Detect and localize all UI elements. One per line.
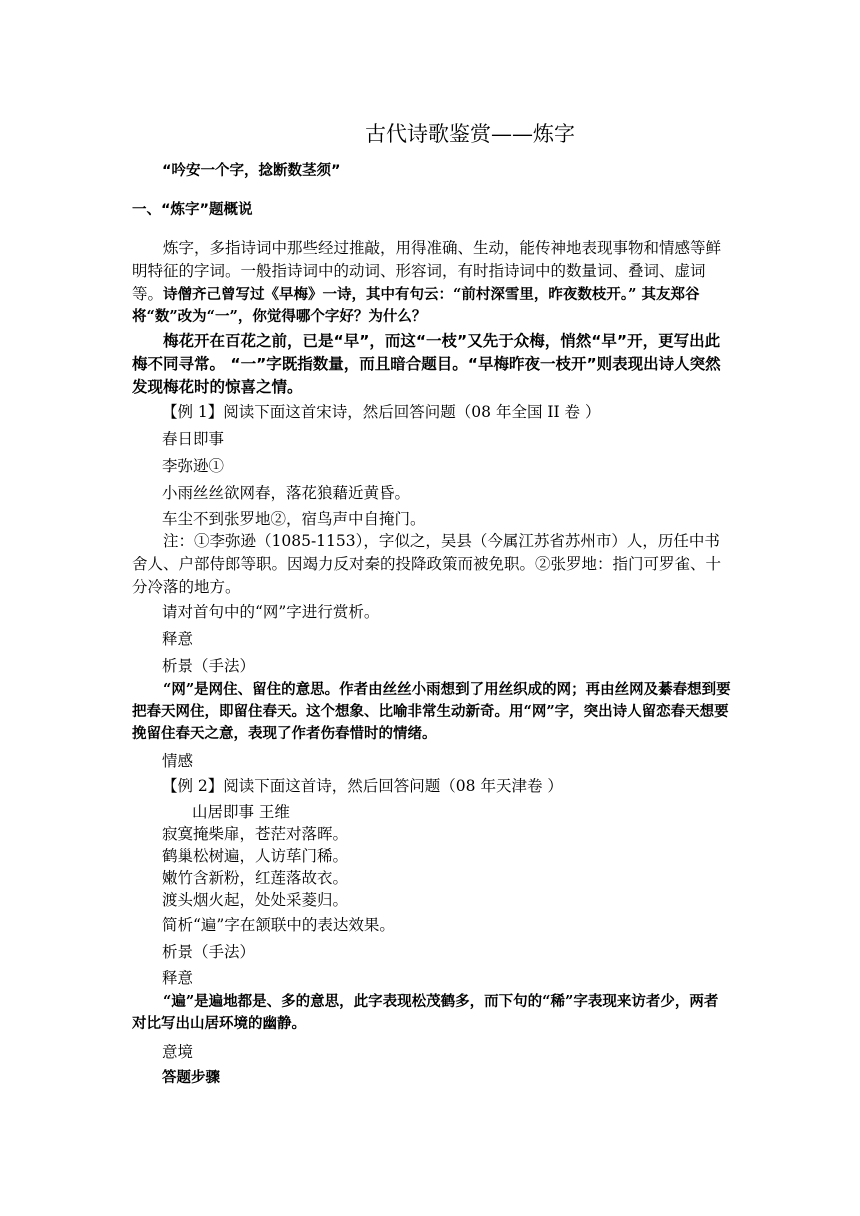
example2-question: 简析“遍”字在颔联中的表达效果。 bbox=[162, 916, 395, 934]
example1-step: 情感 bbox=[162, 752, 194, 770]
example2-poem-line: 鹤巢松树遍，人访荜门稀。 bbox=[162, 847, 349, 865]
example2-heading: 【例 2】阅读下面这首诗，然后回答问题（08 年天津卷 ） bbox=[162, 777, 563, 795]
example2-poem-line: 寂寞掩柴扉，苍茫对落晖。 bbox=[162, 825, 349, 843]
section-heading: 一、“炼字”题概说 bbox=[132, 202, 253, 218]
example2-step: 意境 bbox=[162, 1043, 194, 1061]
example1-poem-title: 春日即事 bbox=[162, 430, 225, 448]
example2-answer: “遍”是遍地都是、多的意思，此字表现松茂鹤多，而下句的“稀”字表现来访者少，两者对比写出山居环境的幽静。 bbox=[132, 993, 719, 1032]
example2-poem-line: 渡头烟火起，处处采菱归。 bbox=[162, 891, 349, 909]
example1-note: 注：①李弥逊（1085-1153），字似之，吴县（今属江苏省苏州市）人，历任中书舍人、户部侍郎等职。因竭力反对秦的投降政策而被免职。②张罗地：指门可罗雀、十分冷落的地方。 bbox=[132, 532, 722, 596]
answer-paragraph: 梅花开在百花之前，已是“早”，而这“一枝”又先于众梅，悄然“早”开，更写出此梅不同寻常。 “一”字既指数量，而且暗合题目。“早梅昨夜一枝开”则表现出诗人突然发现梅花时的惊喜之情。 bbox=[132, 332, 721, 396]
steps-heading: 答题步骤 bbox=[162, 1070, 220, 1086]
example1-step: 释意 bbox=[162, 630, 194, 648]
example1-author: 李弥逊① bbox=[162, 457, 225, 475]
question-paragraph: 诗僧齐己曾写过《早梅》一诗，其中有句云：“前村深雪里，昨夜数枝开。” 其友郑谷将“数”改为“一”，你觉得哪个字好？为什么？ bbox=[132, 286, 700, 325]
example2-poem-line: 嫩竹含新粉，红莲落故衣。 bbox=[162, 869, 349, 887]
example2-poem-title: 山居即事 王维 bbox=[192, 803, 290, 821]
example2-step: 析景（手法） bbox=[162, 943, 256, 961]
intro-paragraph: 炼字，多指诗词中那些经过推敲，用得准确、生动，能传神地表现事物和情感等鲜明特征的字词。一般指诗词中的动词、形容词，有时指诗词中的数量词、叠词、虚词等。 bbox=[132, 239, 722, 303]
example1-step: 析景（手法） bbox=[162, 657, 256, 675]
example1-poem-line: 小雨丝丝欲网春，落花狼藉近黄昏。 bbox=[162, 484, 411, 502]
page-title: 古代诗歌鉴赏——炼字 bbox=[365, 122, 575, 146]
quote-subtitle: “吟安一个字，捻断数茎须” bbox=[162, 163, 341, 179]
example1-question: 请对首句中的“网”字进行赏析。 bbox=[162, 603, 380, 621]
example2-step: 释意 bbox=[162, 969, 194, 987]
example1-answer: “网”是网住、留住的意思。作者由丝丝小雨想到了用丝织成的网；再由丝网及綦春想到要把春天网住，即留住春天。这个想象、比喻非常生动新奇。用“网”字，突出诗人留恋春天想要挽留住春天之意，表现了作者伤春惜时的情绪。 bbox=[132, 681, 731, 742]
example1-poem-line: 车尘不到张罗地②，宿鸟声中自掩门。 bbox=[162, 510, 426, 528]
example1-heading: 【例 1】阅读下面这首宋诗，然后回答问题（08 年全国 II 卷 ） bbox=[162, 403, 601, 421]
